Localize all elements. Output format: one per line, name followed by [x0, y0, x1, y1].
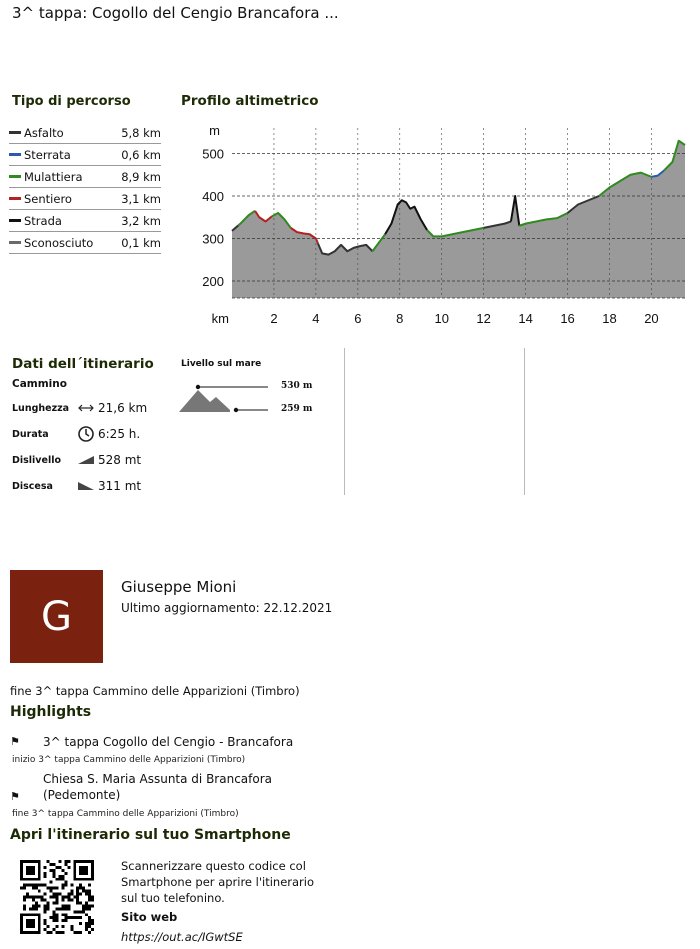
profile-area	[232, 141, 685, 298]
surface-table	[9, 122, 161, 254]
highlights-heading: Highlights	[10, 704, 92, 720]
swatch-sconosciuto	[9, 241, 21, 244]
qr-code-icon[interactable]	[20, 860, 94, 934]
surface-row: Mulattiera 8,9 km	[9, 166, 161, 188]
x-tick-label: 4	[312, 311, 320, 323]
swatch-sterrata	[9, 153, 21, 156]
highlight-title-cont[interactable]: (Pedemonte)	[43, 788, 121, 802]
swatch-mulattiera	[9, 175, 21, 178]
ascent-icon	[74, 455, 98, 465]
sea-level-mountain-icon	[176, 378, 276, 418]
highlight-title[interactable]: Chiesa S. Maria Assunta di Brancafora	[43, 772, 273, 786]
surface-row: Sconosciuto 0,1 km	[9, 232, 161, 254]
x-tick-label: 14	[518, 311, 533, 323]
y-tick-label: 400	[202, 189, 224, 204]
length-row: Lunghezza 21,6 km	[12, 401, 148, 415]
surface-row: Asfalto 5,8 km	[9, 122, 161, 144]
website-link[interactable]: https://out.ac/IGwtSE	[121, 930, 243, 944]
x-tick-label: 8	[396, 311, 404, 323]
swatch-asfalto	[9, 131, 21, 134]
divider	[524, 348, 525, 495]
highlight-note: fine 3^ tappa Cammino delle Apparizioni (Timbro)	[12, 809, 239, 819]
y-tick-label: 500	[202, 146, 224, 162]
swatch-sentiero	[9, 197, 21, 200]
highlight-item	[10, 735, 330, 749]
y-axis-unit: m	[209, 123, 220, 138]
page-title: 3^ tappa: Cogollo del Cengio Brancafora ...	[12, 4, 339, 22]
sea-level-label: Livello sul mare	[181, 359, 262, 369]
y-tick-label: 300	[202, 231, 224, 247]
surface-row: Strada 3,2 km	[9, 210, 161, 232]
highlight-title[interactable]: 3^ tappa Cogollo del Cengio - Brancafora	[43, 735, 294, 749]
itinerary-heading: Dati dell´itinerario	[12, 356, 154, 372]
surface-heading: Tipo di percorso	[12, 94, 131, 109]
profile-heading: Profilo altimetrico	[181, 93, 319, 109]
x-tick-label: 20	[644, 311, 659, 323]
flag-icon: ⚑	[10, 735, 20, 748]
itinerary-subheading: Cammino	[12, 378, 67, 390]
x-tick-label: 10	[434, 311, 449, 323]
divider	[344, 348, 345, 495]
sea-level-min: 259 m	[281, 404, 313, 414]
author-name: Giuseppe Mioni	[121, 578, 237, 596]
x-tick-label: 16	[560, 311, 575, 323]
itinerary-data	[12, 395, 172, 499]
duration-row: Durata 6:25 h.	[12, 427, 141, 441]
avatar: G	[10, 570, 103, 663]
y-tick-label: 200	[202, 274, 224, 289]
elevation-profile-chart	[190, 118, 695, 323]
surface-row: Sterrata 0,6 km	[9, 144, 161, 166]
x-tick-label: 12	[476, 311, 491, 323]
website-label: Sito web	[121, 910, 178, 924]
x-tick-label: 18	[602, 311, 617, 323]
end-note: fine 3^ tappa Cammino delle Apparizioni (Timbro)	[10, 684, 300, 698]
x-tick-label: 2	[270, 311, 278, 323]
smartphone-text: Scannerizzare questo codice col Smartphone per aprire l'itinerario sul tuo telefonino.	[121, 859, 315, 905]
descent-icon	[74, 481, 98, 491]
swatch-strada	[9, 219, 21, 222]
author-updated: Ultimo aggiornamento: 22.12.2021	[121, 601, 333, 615]
smartphone-heading: Apri l'itinerario sul tuo Smartphone	[10, 827, 291, 843]
ascent-row: Dislivello 528 mt	[12, 453, 142, 467]
surface-row: Sentiero 3,1 km	[9, 188, 161, 210]
sea-level-max: 530 m	[281, 381, 313, 391]
clock-icon	[74, 425, 98, 443]
length-arrows-icon	[74, 403, 98, 413]
descent-row: Discesa 311 mt	[12, 479, 142, 493]
highlight-note: inizio 3^ tappa Cammino delle Apparizioni (Timbro)	[12, 755, 246, 765]
flag-icon: ⚑	[10, 790, 20, 803]
x-tick-label: 6	[354, 311, 362, 323]
x-axis-unit: km	[211, 311, 229, 323]
